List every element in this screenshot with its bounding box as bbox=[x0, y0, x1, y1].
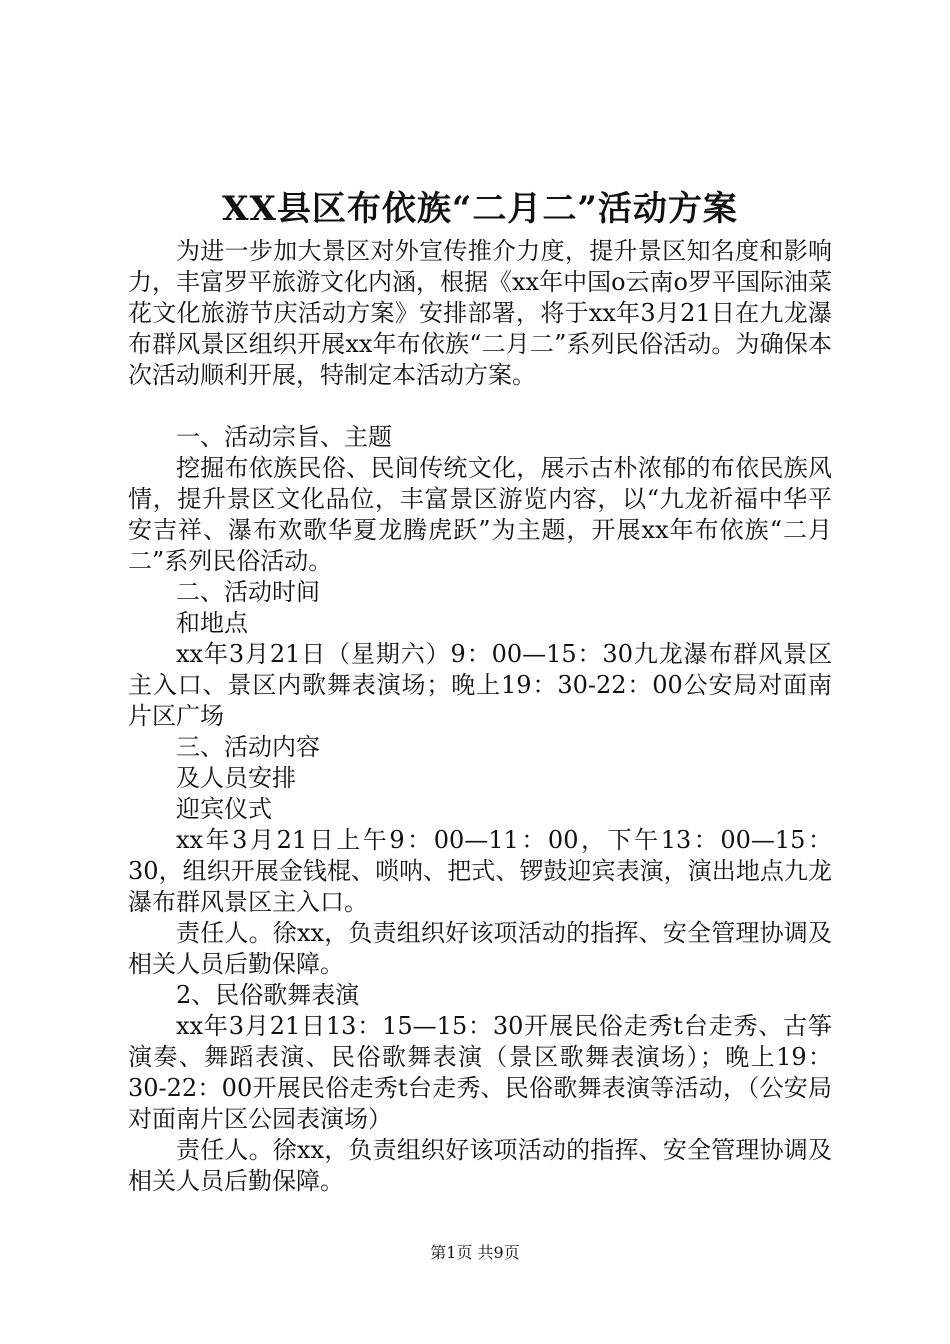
paragraph-spacer bbox=[128, 391, 832, 422]
intro-paragraph: 为进一步加大景区对外宣传推介力度，提升景区知名度和影响力，丰富罗平旅游文化内涵，根据《xx年中国o云南o罗平国际油菜花文化旅游节庆活动方案》安排部署，将于xx年3月21日在九龙瀑布群风景区组织开展xx年布依族“二月二”系列民俗活动。为确保本次活动顺利开展，特制定本活动方案。 bbox=[128, 237, 832, 389]
page-footer: 第1页 共9页 bbox=[430, 1243, 520, 1262]
item-2-paragraph: xx年3月21日13：15—15：30开展民俗走秀t台走秀、古筝演奏、舞蹈表演、民俗歌舞表演（景区歌舞表演场）；晚上19：30-22：00开展民俗走秀t台走秀、民俗歌舞表演等活动，（公安局对面南片区公园表演场） bbox=[128, 1012, 832, 1133]
item-2-responsible: 责任人。徐xx，负责组织好该项活动的指挥、安全管理协调及相关人员后勤保障。 bbox=[128, 1136, 832, 1195]
item-1-heading: 迎宾仪式 bbox=[176, 795, 272, 823]
item-1-paragraph: xx年3月21日上午9：00—11：00，下午13：00—15：30，组织开展金钱棍、唢呐、把式、锣鼓迎宾表演，演出地点九龙瀑布群风景区主入口。 bbox=[128, 826, 832, 916]
section-2-paragraph: xx年3月21日（星期六）9：00—15：30九龙瀑布群风景区主入口、景区内歌舞表演场；晚上19：30-22：00公安局对面南片区广场 bbox=[128, 640, 832, 730]
section-1-heading: 一、活动宗旨、主题 bbox=[176, 423, 392, 451]
document-title: XX县区布依族“二月二”活动方案 bbox=[222, 189, 738, 229]
section-1-paragraph: 挖掘布依族民俗、民间传统文化，展示古朴浓郁的布依民族风情，提升景区文化品位，丰富景区游览内容，以“九龙祈福中华平安吉祥、瀑布欢歌华夏龙腾虎跃”为主题，开展xx年布依族“二月二”系列民俗活动。 bbox=[128, 454, 832, 575]
section-3-heading: 三、活动内容 bbox=[176, 733, 320, 761]
section-3-heading-continued: 及人员安排 bbox=[176, 764, 296, 792]
item-1-responsible: 责任人。徐xx，负责组织好该项活动的指挥、安全管理协调及相关人员后勤保障。 bbox=[128, 919, 832, 978]
document-body bbox=[128, 236, 832, 1197]
item-2-heading: 2、民俗歌舞表演 bbox=[176, 981, 360, 1009]
section-2-heading-continued: 和地点 bbox=[176, 609, 248, 637]
section-2-heading: 二、活动时间 bbox=[176, 578, 320, 606]
